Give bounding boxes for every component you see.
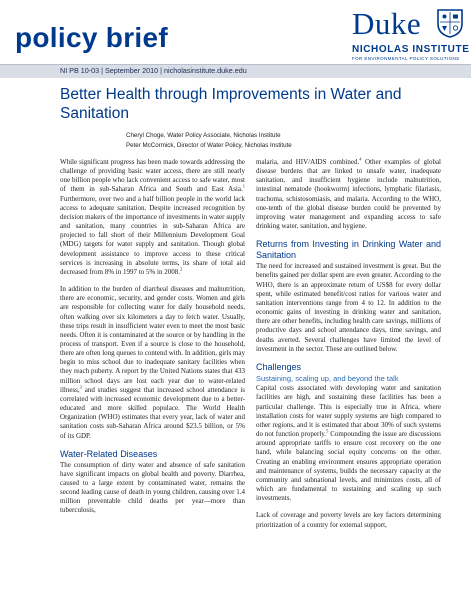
brand-title: policy brief	[15, 22, 168, 53]
body-paragraph: The need for increased and sustained investment is great. But the benefits gained per dollar spent are even greater. According to the WHO, there is an approximate return of US$8 for every dollar spent, while estimated benefit/cost ratios for various water and sanitation interventions range from 4 to 12. In addition to the economic gains of investing in drinking water and sanitation, there are other benefits, including health care savings, millions of productive days and school attendance days, time savings, and deaths averted. Several challenges have limited the level of investment in the sector. These are outlined below.	[256, 262, 441, 353]
publication-meta: NI PB 10-03 | September 2010 | nicholasinstitute.duke.edu	[60, 66, 247, 75]
left-column	[60, 158, 245, 524]
body-paragraph: Lack of coverage and poverty levels are key factors determining prioritization of a country for external support,	[256, 511, 441, 529]
body-paragraph: The consumption of dirty water and absence of safe sanitation have significant impacts on global health and poverty. Diarrhea, caused to a large extent by contaminated water, remains the second leading cause of death in young children, causing over 1.4 million preventable child deaths per year—more than tuberculosis,	[60, 460, 245, 515]
body-paragraph: Capital costs associated with developing water and sanitation facilities are high, and sustaining these facilities has been a particular challenge. This is especially true in Africa, where installation costs for water supply systems are high compared to other regions, and it is estimated that about 30% of such systems do not function properly.$^5$ Compounding the issue are discussions around appropriate tariffs to ensure cost recovery on the one hand, while balancing social equity concerns on the other. Creating an enabling environment ensures appropriate operation and maintenance of systems, builds the necessary capacity at the community and subnational levels, and minimizes costs, all of which are fundamental to sustaining and scaling up such investments.	[256, 384, 441, 503]
duke-logo-word: Duke	[352, 6, 422, 41]
section-heading: Returns from Investing in Drinking Water and Sanitation	[256, 239, 441, 261]
logo-tagline: FOR ENVIRONMENTAL POLICY SOLUTIONS	[352, 56, 460, 61]
body-paragraph: In addition to the burden of diarrheal diseases and malnutrition, there are economic, security, and gender costs. Women and girls are responsible for collecting water for daily household needs, often walking over six kilometers a day to fetch water. Usually, these trips result in insufficient water even to meet the most basic needs. Often it is contaminated at the source or by handling in the process of transport. Even if a source is close to the household, there are often long queues to contend with. In addition, girls may begin to miss school due to inadequate sanitary facilities when they reach puberty. A report by the United Nations states that 433 million school days are lost each year due to water-related illness,$^3$ and studies suggest that increased school attendance is correlated with increased economic development due to a better-educated and more skilled populace. The World Health Organization (WHO) estimates that every year, lack of water and sanitation costs sub-Saharan Africa around $23.5 billion, or 5% of its GDP.	[60, 285, 245, 440]
author-list	[126, 131, 292, 150]
body-paragraph: malaria, and HIV/AIDS combined.$^4$ Other examples of global disease burdens that are linked to unsafe water, inadequate sanitation, and insufficient hygiene include malnutrition, intestinal nematode (hookworm) infections, lymphatic filariasis, trachoma, schistosomiasis, and malaria. According to the WHO, one-tenth of the global disease burden could be prevented by improving water management and expanding access to safe drinking water, sanitation, and hygiene.	[256, 156, 442, 231]
page-title: Better Health through Improvements in Water and Sanitation	[60, 86, 402, 122]
author-line: Peter McCormick, Director of Water Policy, Nicholas Institute	[126, 141, 292, 149]
section-subheading: Sustaining, scaling up, and beyond the talk	[256, 373, 399, 383]
section-heading: Challenges	[256, 361, 302, 372]
section-heading: Water-Related Diseases	[60, 448, 158, 459]
author-line: Cheryl Choge, Water Policy Associate, Nicholas Institute	[126, 132, 281, 139]
masthead	[0, 0, 471, 63]
right-column	[256, 158, 441, 538]
body-paragraph: While significant progress has been made towards addressing the challenge of providing basic water access, there are still nearly one billion people who lack convenient access to safe water, most of them in sub-Saharan Africa and South and East Asia.$^1$ Furthermore, over two and a half billion people in the world lack access to adequate sanitation. Despite increased recognition by decision makers of the importance of investments in water supply and sanitation, many countries in sub-Saharan Africa are projected to fall short of their Millennium Development Goal (MDG) targets for water supply and sanitation. Though global development assistance to improve access to these critical services is increasing in absolute terms, its share of total aid decreased from 8% in 1997 to 5% in 2008.$^2$	[60, 158, 245, 276]
logo-institute-name: NICHOLAS INSTITUTE	[352, 44, 470, 55]
duke-shield-icon	[436, 8, 464, 38]
